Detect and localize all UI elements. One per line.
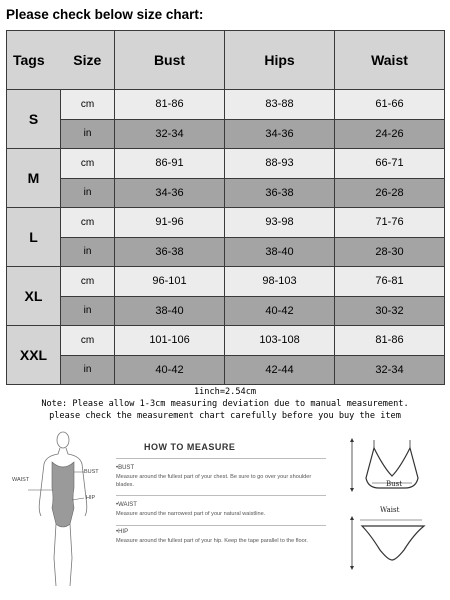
unit-cell: in [61,178,115,208]
waist-value: 24-26 [335,119,445,149]
hips-value: 93-98 [225,208,335,238]
table-row [7,355,445,385]
table-row [7,90,445,120]
waist-instruction-text: Measure around the narrowest part of your natural waistline. [116,511,266,517]
unit-cell: in [61,237,115,267]
hips-value: 98-103 [225,267,335,297]
hip-instruction-text: Measure around the fullest part of your hip. Keep the tape parallel to the floor. [116,538,308,544]
table-row [7,296,445,326]
bust-value: 34-36 [115,178,225,208]
measurement-notes [0,386,450,422]
size-chart-table [6,30,445,385]
bra-diagram-icon [350,438,440,508]
size-tag: XXL [7,326,61,385]
column-header-hips: Hips [225,31,335,90]
table-row [7,326,445,356]
column-header-size: Size [61,31,115,90]
unit-cell: in [61,296,115,326]
bust-value: 81-86 [115,90,225,120]
unit-cell: cm [61,90,115,120]
table-row [7,267,445,297]
table-row [7,237,445,267]
how-to-measure-panel [0,428,450,600]
waist-value: 28-30 [335,237,445,267]
unit-cell: cm [61,326,115,356]
bottom-waist-label: Waist [380,506,400,514]
bust-value: 101-106 [115,326,225,356]
table-header-row [7,31,445,90]
divider [116,458,326,459]
divider [116,495,326,496]
hips-value: 36-38 [225,178,335,208]
waist-value: 30-32 [335,296,445,326]
divider [116,525,326,526]
unit-cell: cm [61,149,115,179]
figure-bust-label: BUST [84,469,99,475]
conversion-note: 1inch=2.54cm [193,387,257,397]
waist-instruction-label: •WAIST [116,502,137,508]
hips-value: 88-93 [225,149,335,179]
unit-cell: in [61,119,115,149]
figure-waist-label: WAIST [12,477,30,483]
bust-value: 40-42 [115,355,225,385]
table-row [7,178,445,208]
table-row [7,149,445,179]
bust-value: 91-96 [115,208,225,238]
figure-hip-label: HIP [86,495,96,501]
size-tag: M [7,149,61,208]
page-title: Please check below size chart: [6,7,204,22]
size-tag: XL [7,267,61,326]
table-row [7,119,445,149]
column-header-waist: Waist [335,31,445,90]
hips-value: 38-40 [225,237,335,267]
hips-value: 42-44 [225,355,335,385]
unit-cell: cm [61,267,115,297]
bust-value: 32-34 [115,119,225,149]
size-tag: L [7,208,61,267]
hips-value: 40-42 [225,296,335,326]
hips-value: 83-88 [225,90,335,120]
waist-value: 66-71 [335,149,445,179]
hip-instruction-label: •HIP [116,529,129,535]
waist-value: 81-86 [335,326,445,356]
check-note: please check the measurement chart carefully before you buy the item [49,411,401,421]
bust-value: 36-38 [115,237,225,267]
column-header-tags: Tags [7,31,61,90]
bottom-diagram-icon [350,514,440,574]
bust-instruction-text: Measure around the fullest part of your chest. Be sure to go over your shoulder blades. [116,474,312,488]
size-tag: S [7,90,61,149]
bra-bust-label: Bust [386,480,403,488]
bust-instruction-label: •BUST [116,465,135,471]
hips-value: 34-36 [225,119,335,149]
unit-cell: in [61,355,115,385]
waist-value: 71-76 [335,208,445,238]
waist-value: 26-28 [335,178,445,208]
column-header-bust: Bust [115,31,225,90]
bust-value: 86-91 [115,149,225,179]
how-to-measure-title: HOW TO MEASURE [144,442,236,452]
body-figure-icon [8,428,108,598]
bust-value: 96-101 [115,267,225,297]
hips-value: 103-108 [225,326,335,356]
waist-value: 76-81 [335,267,445,297]
bust-value: 38-40 [115,296,225,326]
waist-value: 61-66 [335,90,445,120]
deviation-note: Note: Please allow 1-3cm measuring deviation due to manual measurement. [41,399,409,409]
table-row [7,208,445,238]
waist-value: 32-34 [335,355,445,385]
unit-cell: cm [61,208,115,238]
